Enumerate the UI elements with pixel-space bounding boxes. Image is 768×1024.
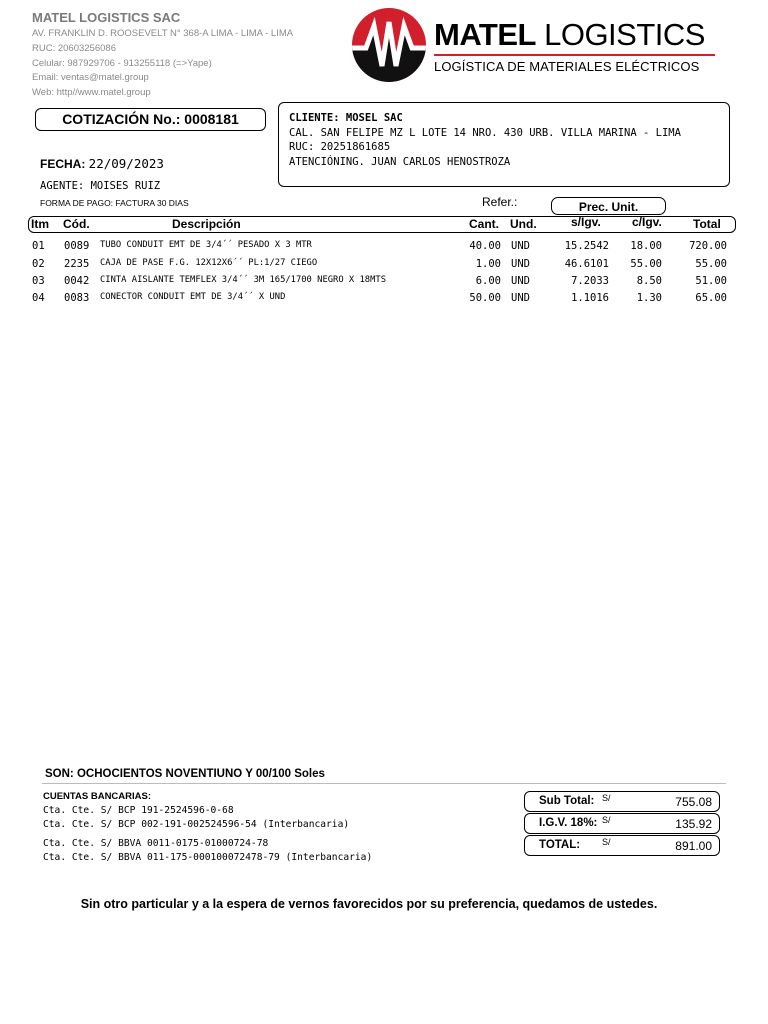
company-web: Web: http//www.matel.group xyxy=(32,87,151,98)
cell-cigv: 1.30 xyxy=(636,292,662,304)
logo-mark-icon xyxy=(352,8,426,82)
cell-desc: CINTA AISLANTE TEMFLEX 3/4´´ 3M 165/1700 NEGRO X 18MTS xyxy=(100,275,386,285)
cell-sigv: 7.2033 xyxy=(571,275,609,287)
header-cant: Cant. xyxy=(469,217,499,231)
cell-cod: 0083 xyxy=(64,292,90,304)
amount-in-words: SON: OCHOCIENTOS NOVENTIUNO Y 00/100 Soles xyxy=(45,768,325,780)
cell-itm: 02 xyxy=(32,258,45,270)
bank-account: Cta. Cte. S/ BBVA 0011-0175-01000724-78 xyxy=(43,838,269,849)
bank-account: Cta. Cte. S/ BCP 002-191-002524596-54 (Interbancaria) xyxy=(43,819,350,830)
cell-cod: 0089 xyxy=(64,240,90,252)
payment-terms: FORMA DE PAGO: FACTURA 30 DIAS xyxy=(40,198,189,208)
igv-label: I.G.V. 18%: xyxy=(539,817,598,829)
quote-date xyxy=(40,156,164,171)
cell-und: UND xyxy=(511,240,530,252)
client-attention: ATENCIÓNING. JUAN CARLOS HENOSTROZA xyxy=(289,155,511,168)
cell-und: UND xyxy=(511,292,530,304)
header-price-with-tax: c/Igv. xyxy=(632,215,662,229)
date-label: FECHA: xyxy=(40,157,86,171)
igv-value: 135.92 xyxy=(675,817,712,831)
subtotal-value: 755.08 xyxy=(675,795,712,809)
logo-divider xyxy=(434,54,715,56)
agent: AGENTE: MOISES RUIZ xyxy=(40,180,161,192)
client-box xyxy=(278,102,730,187)
header-cod: Cód. xyxy=(63,217,90,231)
cell-cod: 0042 xyxy=(64,275,90,287)
table-row xyxy=(0,258,768,272)
table-row xyxy=(0,292,768,306)
cell-desc: CONECTOR CONDUIT EMT DE 3/4´´ X UND xyxy=(100,292,286,302)
cell-sigv: 1.1016 xyxy=(571,292,609,304)
cell-cod: 2235 xyxy=(64,258,90,270)
bank-account: Cta. Cte. S/ BCP 191-2524596-0-68 xyxy=(43,805,234,816)
igv-currency: S/ xyxy=(602,815,611,825)
company-address: AV. FRANKLIN D. ROOSEVELT N° 368-A LIMA - LIMA - LIMA xyxy=(32,28,294,39)
cell-cant: 50.00 xyxy=(469,292,501,304)
logo-tagline: LOGÍSTICA DE MATERIALES ELÉCTRICOS xyxy=(434,59,700,74)
header-und: Und. xyxy=(510,217,537,231)
cell-cigv: 18.00 xyxy=(630,240,662,252)
cell-desc: TUBO CONDUIT EMT DE 3/4´´ PESADO X 3 MTR xyxy=(100,240,312,250)
company-phone: Celular: 987929706 - 913255118 (=>Yape) xyxy=(32,58,212,69)
cell-itm: 03 xyxy=(32,275,45,287)
cell-und: UND xyxy=(511,258,530,270)
cell-und: UND xyxy=(511,275,530,287)
quote-number: COTIZACIÓN No.: 0008181 xyxy=(35,108,266,131)
logo-wordmark xyxy=(434,18,705,52)
cell-itm: 01 xyxy=(32,240,45,252)
date-value: 22/09/2023 xyxy=(88,156,164,171)
bank-accounts-title: CUENTAS BANCARIAS: xyxy=(43,791,152,802)
cell-desc: CAJA DE PASE F.G. 12X12X6´´ PL:1/27 CIEGO xyxy=(100,258,318,268)
header-price-no-tax: s/Igv. xyxy=(571,215,601,229)
cell-cigv: 8.50 xyxy=(636,275,662,287)
header-total: Total xyxy=(693,217,721,231)
unit-price-header: Prec. Unit. xyxy=(551,197,666,215)
total-label: TOTAL: xyxy=(539,839,581,851)
cell-cant: 40.00 xyxy=(469,240,501,252)
logo-word-bold: MATEL xyxy=(434,17,536,52)
client-name: CLIENTE: MOSEL SAC xyxy=(289,112,403,124)
header-desc: Descripción xyxy=(172,217,241,231)
table-row xyxy=(0,240,768,254)
cell-sigv: 15.2542 xyxy=(564,240,609,252)
logo-word-light: LOGISTICS xyxy=(544,17,705,52)
cell-itm: 04 xyxy=(32,292,45,304)
total-value: 891.00 xyxy=(675,839,712,853)
table-header-bar xyxy=(28,216,736,233)
company-ruc: RUC: 20603256086 xyxy=(32,43,116,54)
subtotal-box xyxy=(524,791,720,812)
igv-box xyxy=(524,813,720,834)
company-email: Email: ventas@matel.group xyxy=(32,72,149,83)
table-row xyxy=(0,275,768,289)
closing-message: Sin otro particular y a la espera de vernos favorecidos por su preferencia, quedamos de ustedes. xyxy=(80,897,658,911)
company-name: MATEL LOGISTICS SAC xyxy=(32,10,181,25)
cell-total: 51.00 xyxy=(695,275,727,287)
footer-divider xyxy=(42,783,726,784)
cell-cigv: 55.00 xyxy=(630,258,662,270)
client-ruc: RUC: 20251861685 xyxy=(289,141,391,153)
subtotal-label: Sub Total: xyxy=(539,795,595,807)
subtotal-currency: S/ xyxy=(602,793,611,803)
total-box xyxy=(524,835,720,856)
cell-total: 65.00 xyxy=(695,292,727,304)
client-address: CAL. SAN FELIPE MZ L LOTE 14 NRO. 430 URB. VILLA MARINA - LIMA xyxy=(289,126,681,139)
cell-cant: 6.00 xyxy=(475,275,501,287)
cell-sigv: 46.6101 xyxy=(564,258,609,270)
header-itm: Itm xyxy=(31,217,49,231)
refer-label: Refer.: xyxy=(482,195,518,209)
total-currency: S/ xyxy=(602,837,611,847)
cell-total: 720.00 xyxy=(689,240,727,252)
bank-account: Cta. Cte. S/ BBVA 011-175-000100072478-79 (Interbancaria) xyxy=(43,852,373,863)
cell-total: 55.00 xyxy=(695,258,727,270)
cell-cant: 1.00 xyxy=(475,258,501,270)
